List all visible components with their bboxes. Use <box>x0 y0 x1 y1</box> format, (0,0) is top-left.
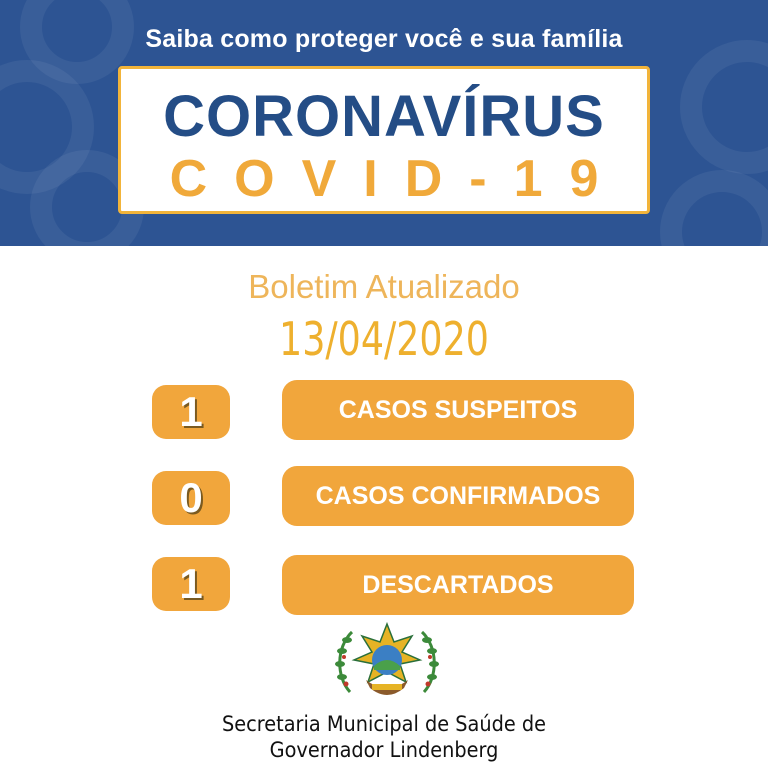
title-card <box>118 66 650 214</box>
discarded-label: DESCARTADOS <box>282 555 634 615</box>
suspected-label: CASOS SUSPEITOS <box>282 380 634 440</box>
footer-line1: Secretaria Municipal de Saúde de <box>221 712 547 736</box>
tagline: Saiba como proteger você e sua família <box>145 25 623 53</box>
confirmed-label: CASOS CONFIRMADOS <box>282 466 634 526</box>
suspected-count: 1 <box>152 385 230 439</box>
bulletin-date: 13/04/2020 <box>279 312 489 366</box>
header-banner <box>0 0 768 246</box>
decorative-swirl <box>680 40 768 174</box>
footer-line2: Governador Lindenberg <box>269 738 499 762</box>
decorative-swirl <box>660 170 768 246</box>
title-coronavirus: CORONAVÍRUS <box>163 84 605 149</box>
discarded-count: 1 <box>152 557 230 611</box>
bulletin-heading: Boletim Atualizado <box>248 268 520 305</box>
municipal-coat-of-arms-icon <box>332 622 442 712</box>
confirmed-count: 0 <box>152 471 230 525</box>
title-covid19: COVID-19 <box>169 150 626 208</box>
